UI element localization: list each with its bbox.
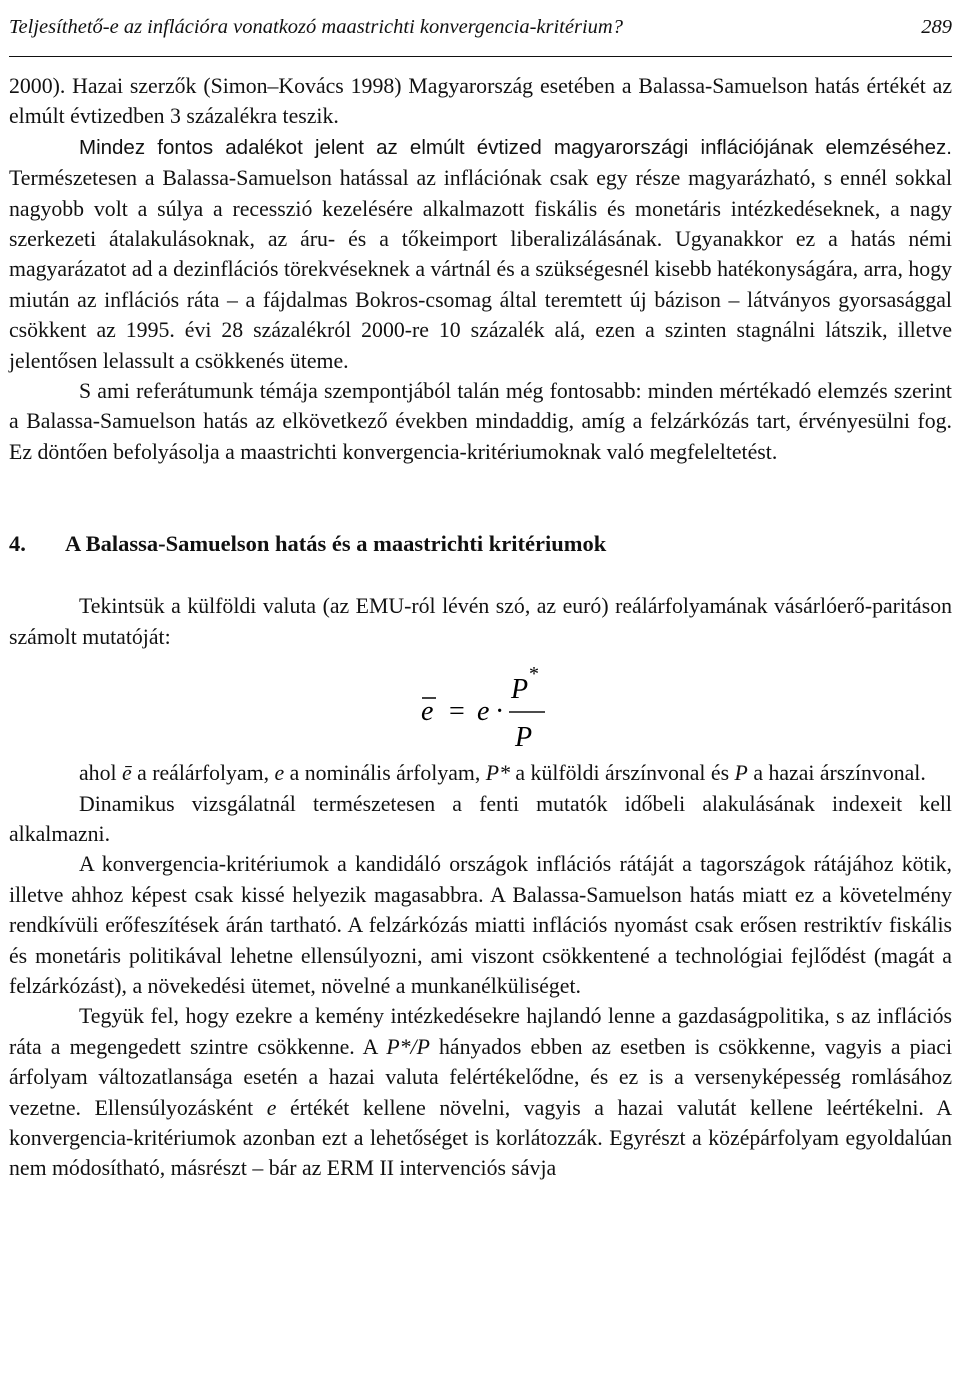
- symbol-p-star-over-p: P*/P: [386, 1034, 430, 1059]
- paragraph-7-text-1: Tegyük fel, hogy ezekre a kemény intézkedésekre hajlandó lenne a gazdaságpolitika, s az inflációs ráta a megengedett szintre csökkenne. A: [9, 1004, 952, 1059]
- symbol-p: P: [734, 761, 748, 786]
- running-header: [9, 16, 952, 57]
- page-number: 289: [921, 16, 952, 38]
- formula-numerator: P: [511, 674, 529, 706]
- symbol-e: e: [274, 761, 285, 786]
- formula-rhs-e: e: [477, 696, 490, 728]
- running-header-title: Teljesíthető-e az inflációra vonatkozó maastrichti konvergencia-kritérium?: [9, 16, 623, 38]
- paragraph-7-text-2: hányados ebben az esetben is csökkenne, vagyis a piaci árfolyam változatlansága esetén a hazai valuta felértékelődne, és ez is a versenyképesség romlásához vezetne. Ellensúlyozásként: [9, 1034, 952, 1120]
- formula-denominator: P: [515, 722, 533, 754]
- symbol-e: e: [266, 1095, 277, 1120]
- formula-star: *: [529, 663, 539, 686]
- section-title: A Balassa-Samuelson hatás és a maastrichti kritériumok: [65, 531, 607, 557]
- formula-lhs: e: [421, 696, 434, 728]
- paragraph-4-text-4: a külföldi árszínvonal és: [509, 761, 735, 786]
- section-number: 4.: [9, 531, 26, 557]
- paragraph-1: [9, 71, 952, 376]
- paragraph-4-text-2: a reálárfolyam,: [131, 761, 275, 786]
- paragraph-4-text-5: a hazai árszínvonal.: [747, 761, 926, 786]
- paragraph-7: [9, 1001, 952, 1183]
- section-heading: [9, 531, 952, 557]
- paragraph-3: Tekintsük a külföldi valuta (az EMU-ról lévén szó, az euró) reálárfolyamának vásárlóerő-paritáson számolt mutatóját:: [9, 594, 952, 649]
- paragraph-4: [9, 758, 952, 788]
- paragraph-1-part-b: Mindez fontos adalékot jelent az elmúlt évtized magyarországi inflációjának elemzéséhez.: [79, 135, 952, 159]
- real-exchange-rate-formula: [9, 656, 952, 756]
- symbol-e-bar: ē: [121, 761, 132, 786]
- paragraph-7-text-3: értékét kellene növelni, vagyis a hazai valutát kellene leértékelni. A konvergencia-kritériumok azonban ezt a lehetőséget is korlátozzák. Egyrészt a középárfolyam egyoldalúan nem módosítható, másrészt – bár az ERM II intervenciós sávja: [9, 1095, 952, 1181]
- formula-equals: =: [449, 696, 465, 728]
- paragraph-4-text-3: a nominális árfolyam,: [284, 761, 486, 786]
- paragraph-1-part-a: 2000). Hazai szerzők (Simon–Kovács 1998) Magyarország esetében a Balassa-Samuelson hatás értékét az elmúlt évtizedben 3 százalékra teszik.: [9, 74, 952, 129]
- formula-dot: ·: [495, 696, 505, 728]
- formula-svg: [419, 656, 579, 756]
- symbol-p-star: P*: [485, 761, 510, 786]
- paragraph-2: S ami referátumunk témája szempontjából talán még fontosabb: minden mértékadó elemzés szerint a Balassa-Samuelson hatás az elkövetkező években mindaddig, amíg a felzárkózás tart, érvényesülni fog. Ez döntően befolyásolja a maastrichti konvergencia-kritériumoknak való megfeleltetést.: [9, 379, 952, 464]
- document-page: [9, 0, 952, 1184]
- paragraph-1-part-c: Természetesen a Balassa-Samuelson hatással az inflációnak csak egy része magyarázható, s ennél sokkal nagyobb volt a súlya a recesszió kezelésére alkalmazott fiskális és monetáris intézkedéseknek, a nagy szerkezeti átalakulásoknak, az áru- és a tőkeimport liberalizálásának. Ugyanakkor ez a hatás némi magyarázatot ad a dezinflációs törekvéseknek a vártnál és a szükségesnél kisebb hatékonyságára, arra, hogy miután az inflációs ráta – a fájdalmas Bokros-csomag által teremtett új bázison – látványos gyorsasággal csökkent az 1995. évi 28 százalékról 2000-re 10 százalék alá, ezen a szinten stagnálni látszik, illetve jelentősen lelassult a csökkenés üteme.: [9, 166, 952, 373]
- paragraph-5: Dinamikus vizsgálatnál természetesen a fenti mutatók időbeli alakulásának indexeit kell alkalmazni.: [9, 791, 952, 846]
- paragraph-4-text-1: ahol: [79, 761, 122, 786]
- paragraph-6: A konvergencia-kritériumok a kandidáló országok inflációs rátáját a tagországok rátájához kötik, illetve ahhoz képest csak kissé helyezik magasabbra. A Balassa-Samuelson hatás miatt ez a követelmény rendkívüli erőfeszítések árán tartható. A felzárkózás miatti inflációs nyomást csak erősen restriktív fiskális és monetáris politikával lehetne ellensúlyozni, ami viszont csökkentené a technológiai fejlődést (magát a felzárkózást), a növekedési ütemet, növelné a munkanélküliséget.: [9, 852, 952, 998]
